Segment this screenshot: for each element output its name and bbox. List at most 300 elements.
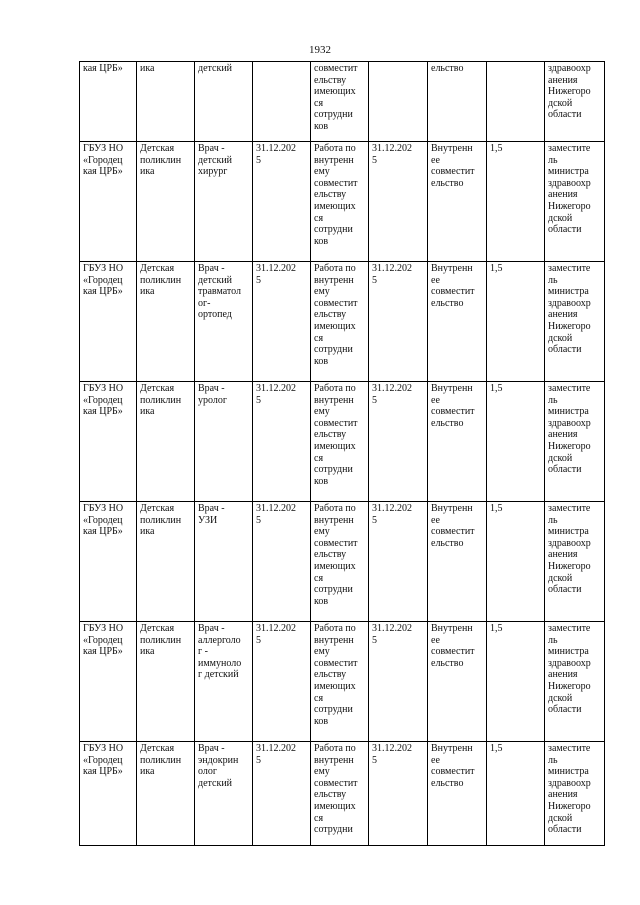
cell-text-line: сотрудни <box>314 464 353 476</box>
cell-text-line: ельству <box>314 189 347 201</box>
cell-text-line: 5 <box>372 394 377 406</box>
cell-text-line: ог- <box>198 297 211 309</box>
cell-text-line: министра <box>548 766 589 778</box>
cell-text-line: сотрудни <box>314 344 353 356</box>
cell-text-line: Работа по <box>314 623 356 634</box>
cell-text-line: Нижегоро <box>548 800 591 812</box>
cell-text-line: кая ЦРБ» <box>83 526 123 538</box>
cell-text-line: министра <box>548 406 589 418</box>
cell-date-to <box>369 742 428 846</box>
cell-text-line: 31.12.202 <box>372 143 412 154</box>
cell-employment-type <box>311 382 369 502</box>
cell-text-line: сотрудни <box>314 224 353 236</box>
cell-text-line: кая ЦРБ» <box>83 166 123 178</box>
cell-rate <box>487 262 545 382</box>
table-row <box>80 622 605 742</box>
cell-date-from <box>253 382 311 502</box>
cell-text-line: детский <box>198 63 233 74</box>
cell-work-form <box>428 382 487 502</box>
cell-text-line: ему <box>314 166 330 178</box>
cell-date-to <box>369 382 428 502</box>
cell-work-form <box>428 622 487 742</box>
cell-text-line: имеющих <box>314 320 356 332</box>
cell-text-line: Нижегоро <box>548 440 591 452</box>
cell-text-line: ика <box>140 526 155 538</box>
cell-text-line: совместит <box>314 63 358 74</box>
cell-approver <box>545 382 605 502</box>
cell-date-from <box>253 622 311 742</box>
cell-text-line: Нижегоро <box>548 680 591 692</box>
cell-text-line: ль <box>548 154 558 166</box>
cell-text-line: Внутренн <box>431 383 473 394</box>
cell-approver <box>545 62 605 142</box>
cell-department <box>137 62 195 142</box>
cell-text-line: совместит <box>314 417 358 429</box>
cell-text-line: 1,5 <box>490 383 503 394</box>
cell-text-line: Работа по <box>314 143 356 154</box>
cell-text-line: Врач - <box>198 383 225 394</box>
cell-text-line: имеющих <box>314 440 356 452</box>
cell-text-line: Врач - <box>198 263 225 274</box>
cell-text-line: ика <box>140 63 155 74</box>
cell-text-line: детский <box>198 154 233 166</box>
cell-text-line: ков <box>314 715 329 727</box>
cell-text-line: хирург <box>198 166 228 178</box>
cell-approver <box>545 622 605 742</box>
cell-department <box>137 142 195 262</box>
cell-text-line: иммуноло <box>198 657 242 669</box>
cell-text-line: Внутренн <box>431 503 473 514</box>
cell-date-from <box>253 262 311 382</box>
cell-text-line: ельство <box>431 63 464 74</box>
cell-text-line: ль <box>548 274 558 286</box>
cell-text-line: совместит <box>431 646 475 658</box>
cell-text-line: ельство <box>431 177 464 189</box>
cell-organization <box>80 502 137 622</box>
cell-organization <box>80 742 137 846</box>
cell-date-to <box>369 502 428 622</box>
cell-text-line: г - <box>198 646 208 658</box>
cell-text-line: «Городец <box>83 394 123 406</box>
cell-text-line: ему <box>314 526 330 538</box>
cell-text-line: совместит <box>314 177 358 189</box>
cell-text-line: поликлин <box>140 754 182 766</box>
cell-text-line: 5 <box>256 154 261 166</box>
cell-text-line: внутренн <box>314 754 354 766</box>
cell-text-line: 5 <box>256 274 261 286</box>
cell-text-line: 31.12.202 <box>372 263 412 274</box>
cell-text-line: «Городец <box>83 154 123 166</box>
cell-date-from <box>253 62 311 142</box>
cell-text-line: анения <box>548 669 578 681</box>
cell-text-line: ельство <box>431 537 464 549</box>
cell-text-line: ков <box>314 120 329 132</box>
cell-date-to <box>369 62 428 142</box>
cell-text-line: совместит <box>431 166 475 178</box>
cell-text-line: ль <box>548 634 558 646</box>
cell-approver <box>545 262 605 382</box>
cell-text-line: Внутренн <box>431 743 473 754</box>
cell-text-line: травматол <box>198 286 242 298</box>
cell-text-line: Внутренн <box>431 263 473 274</box>
cell-text-line: ика <box>140 166 155 178</box>
cell-text-line: здравоохр <box>548 63 591 74</box>
cell-text-line: «Городец <box>83 634 123 646</box>
cell-text-line: 1,5 <box>490 143 503 154</box>
cell-text-line: ся <box>314 692 324 704</box>
cell-text-line: ков <box>314 235 329 247</box>
cell-employment-type <box>311 62 369 142</box>
cell-department <box>137 382 195 502</box>
cell-date-to <box>369 262 428 382</box>
cell-text-line: ельство <box>431 297 464 309</box>
cell-rate <box>487 142 545 262</box>
cell-text-line: области <box>548 704 582 716</box>
cell-approver <box>545 502 605 622</box>
cell-text-line: здравоохр <box>548 297 591 309</box>
cell-text-line: кая ЦРБ» <box>83 286 123 298</box>
cell-text-line: уролог <box>198 394 227 406</box>
cell-position <box>195 62 253 142</box>
cell-text-line: имеющих <box>314 680 356 692</box>
cell-text-line: ельство <box>431 657 464 669</box>
cell-position <box>195 502 253 622</box>
cell-text-line: 5 <box>256 634 261 646</box>
cell-text-line: ика <box>140 286 155 298</box>
cell-text-line: 31.12.202 <box>256 743 296 754</box>
cell-text-line: Детская <box>140 743 175 754</box>
cell-text-line: Нижегоро <box>548 200 591 212</box>
cell-text-line: 5 <box>372 754 377 766</box>
cell-text-line: ГБУЗ НО <box>83 503 124 514</box>
cell-text-line: совместит <box>314 777 358 789</box>
cell-text-line: ся <box>314 572 324 584</box>
cell-text-line: поликлин <box>140 394 182 406</box>
cell-text-line: Нижегоро <box>548 560 591 572</box>
table-row <box>80 502 605 622</box>
cell-text-line: ему <box>314 766 330 778</box>
cell-text-line: ее <box>431 634 440 646</box>
cell-position <box>195 382 253 502</box>
cell-text-line: аллерголо <box>198 634 241 646</box>
table-row <box>80 262 605 382</box>
cell-rate <box>487 742 545 846</box>
cell-text-line: ков <box>314 475 329 487</box>
cell-text-line: Нижегоро <box>548 86 591 98</box>
cell-text-line: ельство <box>431 417 464 429</box>
cell-text-line: Врач - <box>198 623 225 634</box>
cell-text-line: 1,5 <box>490 623 503 634</box>
cell-text-line: области <box>548 584 582 596</box>
cell-text-line: кая ЦРБ» <box>83 766 123 778</box>
cell-text-line: ее <box>431 514 440 526</box>
cell-employment-type <box>311 262 369 382</box>
table-row <box>80 742 605 846</box>
cell-position <box>195 622 253 742</box>
cell-text-line: 5 <box>372 514 377 526</box>
cell-work-form <box>428 142 487 262</box>
cell-text-line: кая ЦРБ» <box>83 646 123 658</box>
cell-text-line: области <box>548 464 582 476</box>
cell-text-line: ся <box>314 97 324 109</box>
cell-text-line: ГБУЗ НО <box>83 743 124 754</box>
cell-text-line: ся <box>314 332 324 344</box>
cell-text-line: ся <box>314 212 324 224</box>
cell-text-line: сотрудни <box>314 824 353 836</box>
cell-text-line: области <box>548 824 582 836</box>
cell-text-line: министра <box>548 286 589 298</box>
cell-text-line: 5 <box>372 634 377 646</box>
cell-work-form <box>428 62 487 142</box>
cell-text-line: ее <box>431 154 440 166</box>
cell-organization <box>80 262 137 382</box>
cell-text-line: дской <box>548 332 573 344</box>
cell-text-line: Врач - <box>198 143 225 154</box>
cell-text-line: министра <box>548 646 589 658</box>
cell-text-line: совместит <box>431 526 475 538</box>
cell-text-line: дской <box>548 692 573 704</box>
cell-text-line: дской <box>548 97 573 109</box>
cell-text-line: УЗИ <box>198 514 218 526</box>
cell-text-line: Врач - <box>198 743 225 754</box>
cell-employment-type <box>311 142 369 262</box>
cell-text-line: ГБУЗ НО <box>83 143 124 154</box>
cell-text-line: анения <box>548 74 578 86</box>
cell-employment-type <box>311 742 369 846</box>
cell-text-line: заместите <box>548 623 591 634</box>
cell-text-line: имеющих <box>314 560 356 572</box>
cell-text-line: дской <box>548 452 573 464</box>
cell-text-line: Врач - <box>198 503 225 514</box>
cell-organization <box>80 382 137 502</box>
cell-text-line: ельство <box>431 777 464 789</box>
cell-text-line: совместит <box>431 766 475 778</box>
cell-text-line: Внутренн <box>431 143 473 154</box>
cell-text-line: дской <box>548 812 573 824</box>
cell-text-line: ортопед <box>198 309 232 321</box>
cell-text-line: 31.12.202 <box>256 623 296 634</box>
table-row <box>80 62 605 142</box>
cell-department <box>137 742 195 846</box>
cell-approver <box>545 742 605 846</box>
cell-text-line: г детский <box>198 669 239 681</box>
cell-department <box>137 502 195 622</box>
cell-rate <box>487 502 545 622</box>
cell-text-line: совместит <box>314 657 358 669</box>
cell-date-from <box>253 142 311 262</box>
cell-text-line: 31.12.202 <box>372 623 412 634</box>
cell-text-line: заместите <box>548 143 591 154</box>
cell-text-line: кая ЦРБ» <box>83 406 123 418</box>
cell-text-line: 31.12.202 <box>256 263 296 274</box>
cell-text-line: совместит <box>431 286 475 298</box>
cell-text-line: здравоохр <box>548 657 591 669</box>
cell-text-line: министра <box>548 166 589 178</box>
cell-text-line: Детская <box>140 503 175 514</box>
cell-work-form <box>428 262 487 382</box>
cell-position <box>195 742 253 846</box>
cell-text-line: 5 <box>372 154 377 166</box>
cell-text-line: имеющих <box>314 800 356 812</box>
cell-position <box>195 262 253 382</box>
cell-organization <box>80 142 137 262</box>
cell-text-line: ему <box>314 646 330 658</box>
cell-text-line: 1,5 <box>490 503 503 514</box>
cell-text-line: 1,5 <box>490 743 503 754</box>
cell-text-line: здравоохр <box>548 537 591 549</box>
page-number: 1932 <box>309 44 331 56</box>
cell-text-line: дской <box>548 572 573 584</box>
cell-text-line: ее <box>431 274 440 286</box>
cell-text-line: Детская <box>140 263 175 274</box>
cell-text-line: ему <box>314 406 330 418</box>
cell-text-line: сотрудни <box>314 109 353 121</box>
cell-position <box>195 142 253 262</box>
cell-text-line: «Городец <box>83 754 123 766</box>
cell-date-from <box>253 502 311 622</box>
cell-text-line: 31.12.202 <box>256 383 296 394</box>
cell-text-line: заместите <box>548 383 591 394</box>
cell-text-line: 31.12.202 <box>256 503 296 514</box>
cell-text-line: 5 <box>256 394 261 406</box>
cell-text-line: анения <box>548 789 578 801</box>
cell-text-line: 5 <box>372 274 377 286</box>
cell-text-line: анения <box>548 189 578 201</box>
cell-text-line: ГБУЗ НО <box>83 383 124 394</box>
table-body <box>80 62 605 846</box>
cell-text-line: ГБУЗ НО <box>83 623 124 634</box>
cell-text-line: здравоохр <box>548 777 591 789</box>
cell-text-line: детский <box>198 274 233 286</box>
cell-text-line: ее <box>431 754 440 766</box>
cell-text-line: ему <box>314 286 330 298</box>
cell-rate <box>487 62 545 142</box>
cell-text-line: Детская <box>140 383 175 394</box>
vacancy-table <box>79 61 605 846</box>
cell-text-line: внутренн <box>314 274 354 286</box>
cell-department <box>137 262 195 382</box>
cell-text-line: министра <box>548 526 589 538</box>
cell-text-line: ика <box>140 406 155 418</box>
cell-text-line: 31.12.202 <box>256 143 296 154</box>
cell-rate <box>487 622 545 742</box>
cell-text-line: ль <box>548 754 558 766</box>
cell-text-line: имеющих <box>314 86 356 98</box>
cell-work-form <box>428 742 487 846</box>
cell-text-line: ика <box>140 766 155 778</box>
cell-text-line: имеющих <box>314 200 356 212</box>
cell-text-line: внутренн <box>314 154 354 166</box>
cell-text-line: Работа по <box>314 743 356 754</box>
cell-date-from <box>253 742 311 846</box>
cell-text-line: анения <box>548 309 578 321</box>
cell-text-line: «Городец <box>83 274 123 286</box>
cell-approver <box>545 142 605 262</box>
cell-text-line: ков <box>314 355 329 367</box>
cell-text-line: ельству <box>314 669 347 681</box>
cell-text-line: ельству <box>314 429 347 441</box>
cell-text-line: здравоохр <box>548 417 591 429</box>
cell-text-line: ся <box>314 812 324 824</box>
cell-employment-type <box>311 502 369 622</box>
cell-text-line: 31.12.202 <box>372 503 412 514</box>
cell-text-line: заместите <box>548 743 591 754</box>
cell-text-line: здравоохр <box>548 177 591 189</box>
cell-date-to <box>369 622 428 742</box>
cell-text-line: анения <box>548 429 578 441</box>
cell-text-line: ее <box>431 394 440 406</box>
cell-text-line: ков <box>314 595 329 607</box>
cell-rate <box>487 382 545 502</box>
table-row <box>80 142 605 262</box>
cell-text-line: Внутренн <box>431 623 473 634</box>
cell-text-line: ельству <box>314 549 347 561</box>
cell-text-line: заместите <box>548 503 591 514</box>
cell-text-line: Детская <box>140 143 175 154</box>
cell-text-line: внутренн <box>314 514 354 526</box>
cell-organization <box>80 62 137 142</box>
cell-text-line: заместите <box>548 263 591 274</box>
cell-text-line: ся <box>314 452 324 464</box>
cell-text-line: эндокрин <box>198 754 239 766</box>
cell-text-line: олог <box>198 766 217 778</box>
cell-text-line: области <box>548 109 582 121</box>
cell-text-line: ль <box>548 394 558 406</box>
cell-organization <box>80 622 137 742</box>
cell-text-line: 31.12.202 <box>372 743 412 754</box>
cell-date-to <box>369 142 428 262</box>
cell-text-line: внутренн <box>314 394 354 406</box>
cell-text-line: анения <box>548 549 578 561</box>
cell-text-line: сотрудни <box>314 584 353 596</box>
cell-text-line: Работа по <box>314 263 356 274</box>
cell-text-line: поликлин <box>140 274 182 286</box>
table-row <box>80 382 605 502</box>
cell-text-line: поликлин <box>140 634 182 646</box>
cell-text-line: ГБУЗ НО <box>83 263 124 274</box>
cell-text-line: 1,5 <box>490 263 503 274</box>
cell-text-line: поликлин <box>140 154 182 166</box>
cell-text-line: сотрудни <box>314 704 353 716</box>
cell-department <box>137 622 195 742</box>
cell-text-line: внутренн <box>314 634 354 646</box>
cell-text-line: кая ЦРБ» <box>83 63 123 74</box>
cell-text-line: совместит <box>431 406 475 418</box>
cell-text-line: ельству <box>314 74 347 86</box>
cell-text-line: ельству <box>314 309 347 321</box>
cell-work-form <box>428 502 487 622</box>
cell-text-line: Работа по <box>314 503 356 514</box>
cell-text-line: 5 <box>256 754 261 766</box>
cell-text-line: Работа по <box>314 383 356 394</box>
cell-text-line: Детская <box>140 623 175 634</box>
cell-text-line: детский <box>198 777 233 789</box>
cell-text-line: совместит <box>314 297 358 309</box>
cell-text-line: области <box>548 224 582 236</box>
cell-text-line: Нижегоро <box>548 320 591 332</box>
cell-text-line: совместит <box>314 537 358 549</box>
cell-text-line: поликлин <box>140 514 182 526</box>
cell-text-line: области <box>548 344 582 356</box>
cell-text-line: 31.12.202 <box>372 383 412 394</box>
cell-text-line: «Городец <box>83 514 123 526</box>
cell-text-line: ельству <box>314 789 347 801</box>
cell-text-line: ика <box>140 646 155 658</box>
cell-employment-type <box>311 622 369 742</box>
cell-text-line: 5 <box>256 514 261 526</box>
cell-text-line: дской <box>548 212 573 224</box>
cell-text-line: ль <box>548 514 558 526</box>
